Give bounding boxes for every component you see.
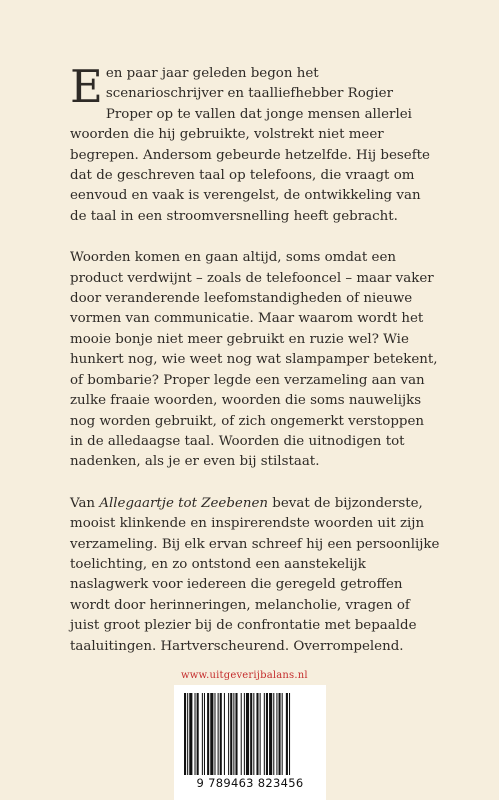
barcode-bar [269, 693, 272, 775]
barcode-bar [224, 693, 225, 775]
barcode-bar [214, 693, 215, 775]
barcode-bar [241, 693, 242, 775]
barcode-bar [210, 693, 213, 775]
barcode-bar [266, 693, 268, 775]
barcode-bar [189, 693, 192, 775]
barcode-bar [204, 693, 205, 775]
blurb-paragraph-3-text: bevat de bijzonderste, mooist klinkende en inspirerendste woorden uit zijn verzameling. Bij elk ervan schreef hij een persoonlijke toelichting, en zo ontstond een aanstekelijk naslagwerk voor iedereen die geregeld getroffen wordt door herinneringen, melancholie, vragen of juist groot plezier bij de confrontatie met bepaalde taaluitingen. Hartverscheurend. Overrompelend. [70, 495, 440, 654]
barcode [174, 685, 326, 800]
barcode-bar [289, 693, 290, 775]
barcode-bar [253, 693, 254, 775]
blurb-paragraph-1 [70, 60, 440, 227]
barcode-bar [246, 693, 249, 775]
blurb-paragraph-2: Woorden komen en gaan altijd, soms omdat een product verdwijnt – zoals de telefooncel – maar vaker door veranderende leefomstandigheden of nieuwe vormen van communicatie. Maar waarom wordt het mooie bonje niet meer gebruikt en ruzie wel? Wie hunkert nog, wie weet nog wat slampamper betekent, of bombarie? Proper legde een verzameling aan van zulke fraaie woorden, woorden die soms nauwelijks nog worden gebruikt, of zich ongemerkt verstoppen in de alledaagse taal. Woorden die uitnodigen tot nadenken, als je er even bij stilstaat. [70, 250, 438, 470]
barcode-bar [282, 693, 283, 775]
book-title: Allegaartje tot Zeebenen [99, 495, 269, 511]
drop-cap: E [70, 60, 103, 113]
back-cover-blurb [70, 60, 440, 678]
barcode-bar [273, 693, 274, 775]
barcode-bar [228, 693, 229, 775]
barcode-bar [286, 693, 288, 775]
blurb-paragraph-1-text: en paar jaar geleden begon het scenarioschrijver en taalliefhebber Rogier Proper op te vallen dat jonge mensen allerlei woorden die hij gebruikte, volstrekt niet meer begrepen. Andersom gebeurde hetzelfde. Hij besefte dat de geschreven taal op telefoons, die vraagt om eenvoud en vaak is verengelst, de ontwikkeling van de taal in een stroomversnelling heeft gebracht. [70, 66, 430, 224]
barcode-bar [260, 693, 261, 775]
publisher-url[interactable]: www.uitgeverijbalans.nl [181, 670, 308, 681]
barcode-bar [230, 693, 232, 775]
barcode-bar [187, 693, 188, 775]
barcode-bar [250, 693, 252, 775]
blurb-paragraph-3-prefix: Van [70, 495, 100, 511]
barcode-bar [207, 693, 209, 775]
barcode-bar [276, 693, 277, 775]
barcode-bar [279, 693, 281, 775]
barcode-bar [202, 693, 203, 775]
barcode-bar [218, 693, 219, 775]
barcode-bar [197, 693, 199, 775]
barcode-bar [184, 693, 186, 775]
barcode-bars [184, 693, 316, 775]
barcode-bar [256, 693, 258, 775]
barcode-bar [264, 693, 265, 775]
barcode-bar [233, 693, 234, 775]
barcode-bar [195, 693, 196, 775]
barcode-bar [235, 693, 237, 775]
barcode-bar [220, 693, 222, 775]
isbn-number: 9 789463 823456 [196, 776, 304, 790]
barcode-bar [244, 693, 245, 775]
blurb-paragraph-3 [70, 494, 440, 657]
